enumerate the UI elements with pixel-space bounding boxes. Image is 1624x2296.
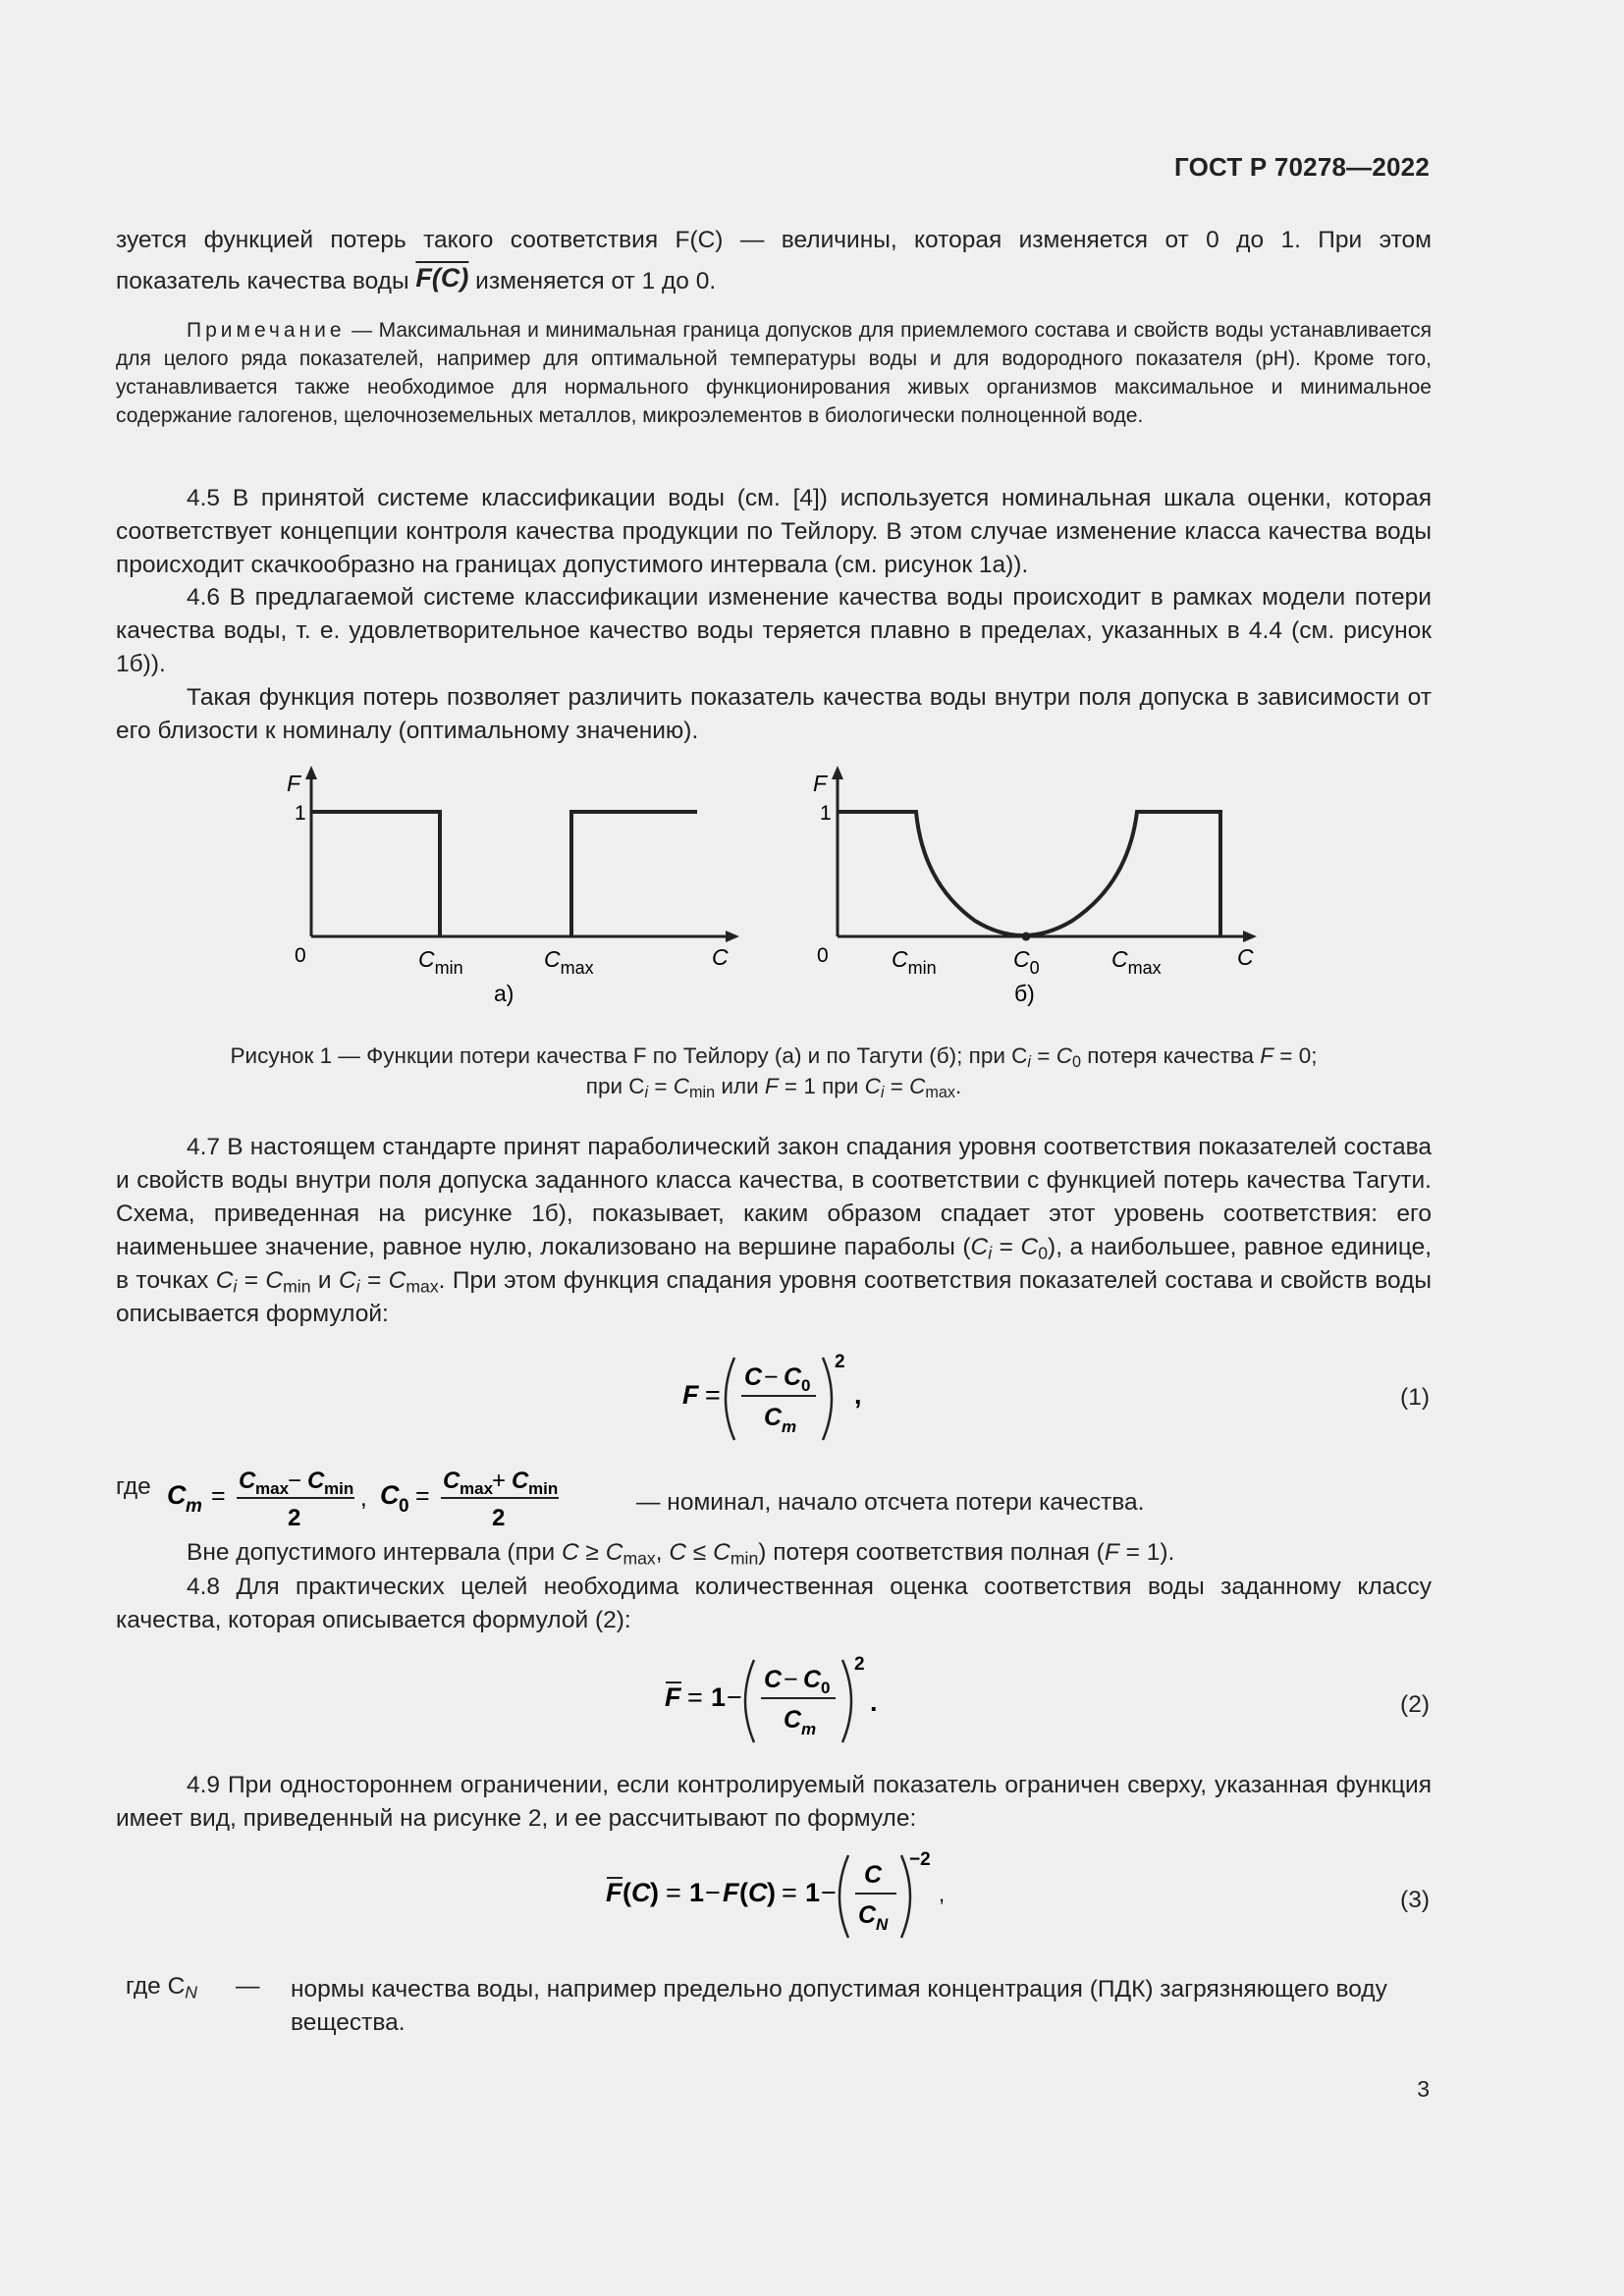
c0-label-b: $C_0$ bbox=[1013, 946, 1040, 978]
svg-text:−: − bbox=[288, 1468, 302, 1494]
x-label-a: C bbox=[712, 944, 729, 970]
arrow-x-a bbox=[726, 931, 739, 942]
where-cn-dash: — bbox=[236, 1973, 260, 2000]
formula-2 bbox=[660, 1652, 915, 1750]
equation-number-2: (2) bbox=[1400, 1691, 1430, 1718]
equation-number-3: (3) bbox=[1400, 1887, 1430, 1913]
svg-text:max: max bbox=[255, 1479, 290, 1498]
svg-text:min: min bbox=[324, 1479, 354, 1498]
cmax-label-b: $C_{max}$ bbox=[1111, 946, 1162, 978]
svg-text:1: 1 bbox=[711, 1682, 727, 1712]
where-prefix: где bbox=[116, 1473, 151, 1500]
note-label: Примечание bbox=[187, 319, 346, 342]
cmax-label-a: $C_{max}$ bbox=[544, 946, 594, 978]
arrow-x-b bbox=[1243, 931, 1257, 942]
formula-3 bbox=[601, 1847, 954, 1946]
svg-text:+: + bbox=[492, 1468, 507, 1494]
svg-text:=: = bbox=[782, 1878, 797, 1907]
svg-text:C: C bbox=[167, 1480, 187, 1510]
svg-text:=: = bbox=[705, 1380, 721, 1410]
svg-text:2: 2 bbox=[288, 1505, 301, 1531]
svg-text:2: 2 bbox=[835, 1352, 845, 1372]
svg-text:C: C bbox=[748, 1878, 768, 1907]
outside-interval-text: Вне допустимого интервала (при $C \ge C_{max}$, $C \le C_{min}$) потеря соответствия полная (F = 1). bbox=[187, 1539, 1175, 1569]
svg-text:=: = bbox=[666, 1878, 681, 1907]
svg-text:−: − bbox=[705, 1878, 721, 1907]
svg-text:F: F bbox=[606, 1878, 623, 1907]
where-cn-term: где $C_N$ bbox=[126, 1973, 197, 2002]
standard-header: ГОСТ Р 70278—2022 bbox=[1174, 152, 1430, 182]
figure-1-caption bbox=[116, 1041, 1432, 1101]
svg-text:.: . bbox=[870, 1687, 878, 1717]
svg-text:): ) bbox=[767, 1878, 776, 1907]
svg-text:−: − bbox=[821, 1878, 837, 1907]
note-text: — Максимальная и минимальная граница допусков для приемлемого состава и свойств воды устанавливается для целого ряда показателей, например для оптимальной температуры воды и для водородного показателя (pH). Кроме того, устанавливается также необходимое для нормального функционирования живых организмов максимальное и минимальное содержание галогенов, щелочноземельных металлов, микроэлементов в биологически полноценной воде. bbox=[116, 319, 1432, 427]
note bbox=[116, 316, 1432, 430]
svg-text:1: 1 bbox=[689, 1878, 705, 1907]
one-label-a: 1 bbox=[295, 802, 306, 825]
svg-text:C: C bbox=[764, 1666, 783, 1693]
formula-1 bbox=[677, 1350, 903, 1448]
paragraph-4-9: 4.9 При одностороннем ограничении, если контролируемый показатель ограничен сверху, указанная функция имеет вид, приведенный на рисунке 2, и ее рассчитывают по формуле: bbox=[116, 1772, 1432, 1832]
caption-line-1: Рисунок 1 — Функции потери качества F по Тейлору (а) и по Тагути (б); при $C_i = C_0$ потеря качества F = 0; bbox=[230, 1043, 1318, 1072]
figure-1 bbox=[265, 766, 1306, 1021]
cmin-label-a: $C_{min}$ bbox=[418, 946, 463, 978]
svg-text:1: 1 bbox=[805, 1878, 821, 1907]
arrow-y-a bbox=[305, 766, 317, 779]
svg-text:m: m bbox=[782, 1417, 797, 1436]
taylor-step-left bbox=[311, 812, 440, 936]
paragraph-4-5: 4.5 В принятой системе классификации воды (см. [4]) используется номинальная шкала оценки, которая соответствует концепции контроля качества продукции по Тейлору. В этом случае изменение класса качества воды происходит скачкообразно на границах допустимого интервала (см. рисунок 1а)). bbox=[116, 485, 1432, 578]
svg-text:min: min bbox=[528, 1479, 559, 1498]
taylor-step-right bbox=[571, 812, 697, 936]
intro-text-2a: показатель качества воды bbox=[116, 268, 409, 294]
cmin-label-b: $C_{min}$ bbox=[892, 946, 937, 978]
arrow-y-b bbox=[832, 766, 843, 779]
paragraph-4-7: 4.7 В настоящем стандарте принят параболический закон спадания уровня соответствия показателей состава и свойств воды внутри поля допуска заданного класса качества, в соответствии с функцией потерь качества Тагути. Схема, приведенная на рисунке 1б), показывает, каким образом спадает этот уровень соответствия: его наименьшее значение, равное нулю, локализовано на вершине параболы $(C_i = C_0)$, а наибольшее, равное единице, в точках $C_i = C_{min}$ и $C_i = C_{max}$. При этом функция спадания уровня соответствия показателей состава и свойств воды описывается формулой: bbox=[116, 1134, 1433, 1327]
svg-text:0: 0 bbox=[801, 1376, 811, 1395]
svg-text:−: − bbox=[764, 1363, 779, 1391]
svg-text:C: C bbox=[864, 1861, 883, 1889]
svg-text:m: m bbox=[801, 1720, 817, 1738]
svg-text:−2: −2 bbox=[909, 1849, 931, 1870]
y-label-b: F bbox=[813, 771, 828, 796]
x-label-b: C bbox=[1237, 944, 1254, 970]
svg-text:=: = bbox=[415, 1482, 430, 1510]
svg-text:0: 0 bbox=[399, 1496, 409, 1517]
c0-point bbox=[1022, 933, 1031, 941]
svg-text:C: C bbox=[380, 1480, 400, 1510]
svg-text:2: 2 bbox=[854, 1654, 865, 1675]
page-number: 3 bbox=[1417, 2076, 1430, 2102]
svg-text:,: , bbox=[360, 1485, 367, 1512]
svg-text:m: m bbox=[186, 1496, 202, 1517]
svg-text:=: = bbox=[687, 1682, 703, 1712]
svg-text:max: max bbox=[460, 1479, 494, 1498]
figure-1a bbox=[287, 766, 739, 1006]
where-cn-definition: нормы качества воды, например предельно допустимая концентрация (ПДК) загрязняющего воду вещества. bbox=[291, 1976, 1387, 2036]
svg-text:C: C bbox=[307, 1468, 325, 1494]
svg-text:,: , bbox=[854, 1380, 862, 1410]
zero-label-b: 0 bbox=[817, 944, 829, 967]
svg-text:−: − bbox=[727, 1682, 742, 1712]
intro-line-2 bbox=[116, 263, 1432, 298]
svg-text:C: C bbox=[512, 1468, 529, 1494]
formula-cm-c0 bbox=[162, 1463, 663, 1531]
one-label-b: 1 bbox=[820, 802, 832, 825]
taguchi-curve bbox=[838, 812, 1220, 936]
svg-text:C: C bbox=[784, 1363, 802, 1391]
svg-text:(: ( bbox=[739, 1878, 748, 1907]
svg-text:2: 2 bbox=[492, 1505, 506, 1531]
zero-label-a: 0 bbox=[295, 944, 306, 967]
f-bar-symbol: F(C) bbox=[415, 263, 469, 293]
svg-text:F: F bbox=[682, 1380, 699, 1410]
svg-text:C: C bbox=[784, 1706, 802, 1734]
svg-text:=: = bbox=[211, 1482, 226, 1510]
svg-text:C: C bbox=[764, 1404, 783, 1431]
paragraph-4-6: 4.6 В предлагаемой системе классификации изменение качества воды происходит в рамках модели потери качества воды, т. е. удовлетворительное качество воды теряется плавно в пределах, указанных в 4.4 (см. рисунок 1б)). bbox=[116, 584, 1432, 677]
svg-text:(: ( bbox=[623, 1878, 631, 1907]
svg-text:F: F bbox=[665, 1682, 681, 1712]
intro-line-1 bbox=[116, 224, 1432, 257]
svg-text:−: − bbox=[784, 1666, 798, 1693]
intro-text-1: зуется функцией потерь такого соответствия F(C) — величины, которая изменяется от 0 до 1. При этом bbox=[116, 227, 1432, 253]
svg-text:): ) bbox=[650, 1878, 659, 1907]
svg-text:C: C bbox=[239, 1468, 256, 1494]
svg-text:C: C bbox=[858, 1901, 877, 1929]
intro-text-2b: изменяется от 1 до 0. bbox=[475, 268, 717, 294]
caption-line-2: при $C_i = C_{min}$ или F = 1 при $C_i = C_{max}$. bbox=[585, 1074, 962, 1102]
svg-text:C: C bbox=[443, 1468, 460, 1494]
figure-1b bbox=[813, 766, 1257, 1006]
where-suffix: — номинал, начало отсчета потери качества. bbox=[636, 1489, 1145, 1516]
panel-label-b: б) bbox=[1014, 981, 1035, 1006]
svg-text:N: N bbox=[876, 1915, 889, 1934]
svg-text:F: F bbox=[723, 1878, 739, 1907]
y-label-a: F bbox=[287, 771, 301, 796]
svg-text:C: C bbox=[631, 1878, 651, 1907]
panel-label-a: а) bbox=[494, 981, 514, 1006]
equation-number-1: (1) bbox=[1400, 1384, 1430, 1411]
svg-text:C: C bbox=[803, 1666, 822, 1693]
svg-text:0: 0 bbox=[821, 1679, 831, 1697]
svg-text:,: , bbox=[939, 1882, 946, 1906]
svg-text:C: C bbox=[744, 1363, 763, 1391]
paragraph-loss-function: Такая функция потерь позволяет различить показатель качества воды внутри поля допуска в зависимости от его близости к номиналу (оптимальному значению). bbox=[116, 684, 1432, 744]
paragraph-4-8: 4.8 Для практических целей необходима количественная оценка соответствия воды заданному классу качества, которая описывается формулой (2): bbox=[116, 1574, 1432, 1633]
